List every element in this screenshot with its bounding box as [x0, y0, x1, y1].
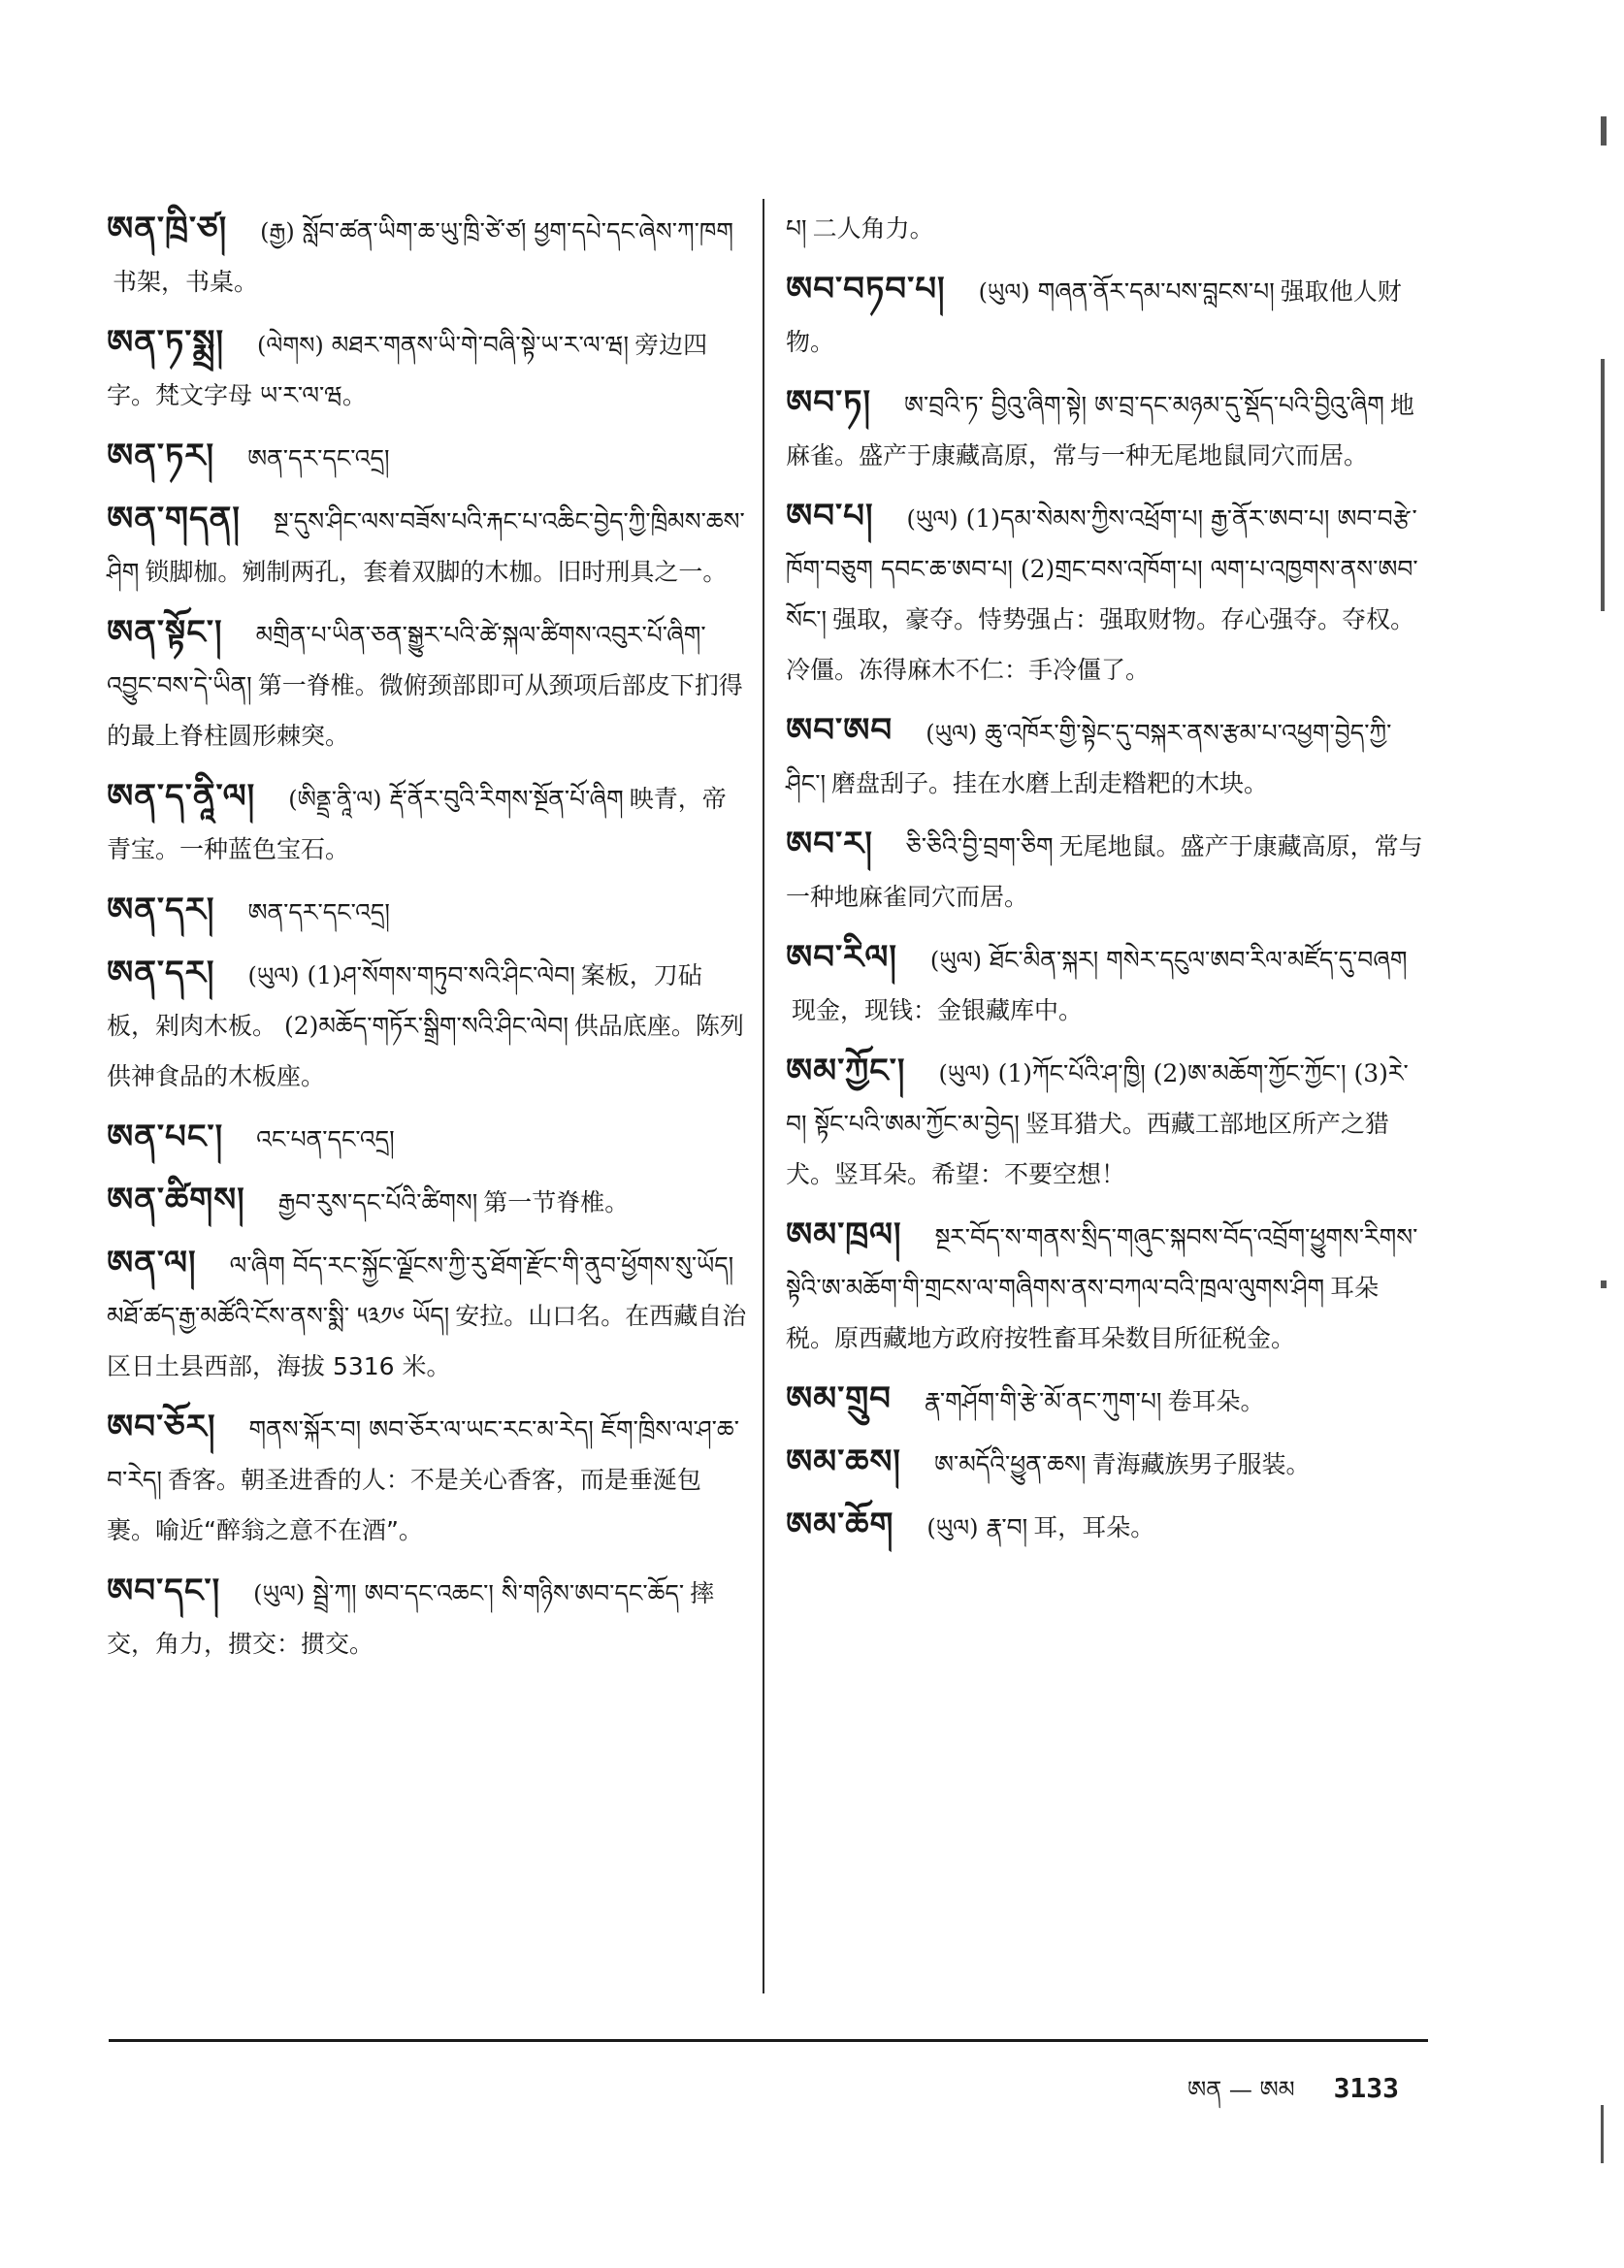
scan-mark	[1601, 116, 1607, 146]
entry-chinese-definition: 安拉。山口名。在西藏自治区日土县西部，海拔 5316 米。	[107, 1302, 747, 1380]
entry-chinese-definition: 案板，刀砧板，剁肉木板。	[107, 961, 702, 1040]
entry-headword: ཨན་སྟོང་།	[107, 613, 223, 652]
entry-tibetan-definition: ཅི་ཅིའི་བྱི་བྲག་ཅིག	[905, 832, 1054, 860]
entry-grammar-tag: (ཡུལ)	[253, 1580, 306, 1607]
entry-headword: ཨན་གདན།	[107, 500, 241, 538]
dictionary-entry	[786, 705, 1426, 809]
entry-tibetan-definition: (1)དམ་སེམས་ཀྱིས་འཕྲོག་པ། རྒྱ་ནོར་ཨབ་པ། ཨབ་བརྩེ་ཁོག་བཅུག དབང་ཆ་ཨབ་པ། (2)གྲང་བས་འཁོག་པ། ལག་པ་འཁྱགས་ནས་ཨབ་སོང་།	[786, 504, 1418, 633]
entry-tibetan-definition: (1)ཤ་སོགས་གཏུབ་སའི་ཤིང་ལེབ།	[307, 961, 575, 989]
entry-chinese-definition: 无尾地鼠。盛产于康藏高原，常与一种地麻雀同穴而居。	[786, 832, 1423, 911]
right-column	[786, 204, 1426, 1563]
entry-chinese-definition: 香客。朝圣进香的人：不是关心香客，而是垂涎包裹。喻近“醉翁之意不在酒”。	[107, 1466, 701, 1544]
entry-tibetan-definition: སྔར་བོད་ས་གནས་སྲིད་གཞུང་སྐབས་བོད་འབྲོག་ཕྱུགས་རིགས་སྟེའི་ཨ་མཆོག་གི་གྲངས་ལ་གཞིགས་ནས་བཀལ་བའི་ཁྲལ་ལུགས་ཤིག	[786, 1223, 1418, 1302]
entry-tibetan-definition: (1)ཀོང་པོའི་ཤ་ཁྱི། (2)ཨ་མཆོག་ཀྱོང་ཀྱོང་། (3)རེ་བ། སྟོང་པའི་ཨམ་ཀྱོང་མ་བྱེད།	[786, 1059, 1409, 1138]
footer-rule	[109, 2039, 1428, 2042]
entry-tibetan-definition: ཐོང་མིན་སྐར། གསེར་དངུལ་ཨབ་རིལ་མཛོད་དུ་བཞག	[989, 946, 1408, 974]
entry-tibetan-definition: ཨན་དར་དང་འདྲ།	[247, 898, 390, 926]
entry-headword: ཨན་ཁྲི་ཙ།	[107, 210, 228, 248]
dictionary-entry	[786, 1046, 1426, 1200]
entry-chinese-definition: 摔交，角力，掼交：掼交。	[107, 1579, 715, 1658]
entry-headword: ཨམ་ཁྲལ།	[786, 1215, 902, 1254]
page-footer	[1187, 2064, 1399, 2129]
dictionary-entry	[786, 1437, 1426, 1490]
entry-chinese-definition: 现金，现钱：金银藏库中。	[792, 996, 1084, 1024]
entry-grammar-tag: (ཡུལ)	[978, 278, 1030, 306]
entry-grammar-tag: (ཡུལ)	[247, 962, 300, 989]
entry-chinese-definition: 锁脚枷。剜制两孔，套着双脚的木枷。旧时刑具之一。	[145, 558, 728, 586]
entry-grammar-tag: (ཡུལ)	[929, 947, 982, 974]
dictionary-entry	[786, 1210, 1426, 1364]
entry-grammar-tag: (རྒྱ)	[260, 218, 295, 245]
entry-headword: ཨན་ཚིགས།	[107, 1181, 245, 1219]
entry-chinese-definition: 青海藏族男子服装。	[1091, 1450, 1311, 1478]
dictionary-entry	[107, 1238, 747, 1392]
entry-tibetan-definition: རྒྱབ་རུས་དང་པོའི་ཚིགས།	[277, 1188, 478, 1216]
entry-headword: ཨན་པང་།	[107, 1118, 224, 1156]
dictionary-entry	[107, 431, 747, 484]
entry-grammar-tag: (ཡུལ)	[926, 720, 978, 747]
entry-headword: ཨབ་པ།	[786, 497, 874, 535]
entry-chinese-definition: 卷耳朵。	[1167, 1387, 1265, 1415]
entry-headword: ཨན་དར།	[107, 891, 215, 929]
dictionary-entry-continuation	[786, 204, 1426, 254]
entry-headword: ཨན་ཏར།	[107, 437, 215, 475]
dictionary-entry	[786, 1500, 1426, 1553]
entry-headword: ཨན་ཏ་སྨྲ།	[107, 323, 225, 362]
entry-tibetan-definition: ཨ་བྲའི་ཏ་ བྱིའུ་ཞིག་སྟེ། ཨ་བྲ་དང་མཉམ་དུ་སྡོད་པའི་བྱིའུ་ཞིག	[904, 391, 1384, 419]
entry-chinese-definition: 竖耳猎犬。西藏工部地区所产之猎犬。竖耳朵。希望：不要空想！	[786, 1110, 1389, 1188]
column-divider	[763, 199, 764, 1993]
entry-headword: ཨན་དར།	[107, 954, 215, 992]
entry-chinese-definition: 地麻雀。盛产于康藏高原，常与一种无尾地鼠同穴而居。	[786, 391, 1414, 470]
dictionary-entry	[107, 494, 747, 598]
entry-headword: ཨན་ལ།	[107, 1244, 197, 1282]
scan-mark	[1601, 1280, 1607, 1288]
dictionary-entry	[107, 1175, 747, 1228]
dictionary-entry	[107, 607, 747, 761]
dictionary-entry	[107, 204, 747, 308]
entry-tibetan-definition: རྡོ་ནོར་བུའི་རིགས་སྔོན་པོ་ཞིག	[389, 785, 624, 813]
footer-entry-range: ཨན — ཨམ	[1187, 2076, 1295, 2103]
entry-tibetan-definition: རྣ་གཤོག་གི་རྩེ་མོ་ནང་ཀུག་པ།	[924, 1387, 1162, 1415]
entry-grammar-tag: (ལེགས)	[257, 332, 324, 359]
entry-chinese-definition-2: 供品底座。陈列供神食品的木板座。	[107, 1012, 744, 1090]
dictionary-entry	[107, 1402, 747, 1556]
entry-tibetan-definition: མགྲིན་པ་ཡིན་ཅན་སྒྱུར་པའི་ཚེ་སྐལ་ཚིགས་འབུར་པོ་ཞིག་འབྱུང་བས་དེ་ཡིན།	[107, 621, 706, 699]
entry-headword: ཨམ་གྲུབ	[786, 1379, 892, 1418]
entry-grammar-tag: (ཡུལ)	[906, 505, 958, 533]
entry-tibetan-definition: གཞན་ནོར་དམ་པས་བླངས་པ།	[1037, 277, 1275, 306]
entry-headword: ཨམ་ཀྱོང་།	[786, 1052, 906, 1090]
entry-tibetan-definition: སྔ་དུས་ཤིང་ལས་བཟོས་པའི་རྐང་པ་འཆིང་བྱེད་ཀྱི་ཁྲིམས་ཆས་ཤིག	[107, 507, 745, 586]
dictionary-entry	[786, 819, 1426, 923]
entry-chinese-definition: 耳朵税。原西藏地方政府按牲畜耳朵数目所征税金。	[786, 1274, 1380, 1352]
entry-tibetan-definition: མཐར་གནས་ཡི་གེ་བཞི་སྟེ་ཡ་ར་ལ་ཝ།	[331, 331, 630, 359]
entry-headword: ཨབ་ར།	[786, 825, 873, 863]
dictionary-entry	[786, 1374, 1426, 1427]
entry-tibetan-definition-2: (2)མཆོད་གཏོར་སྒྲིག་སའི་ཤིང་ལེབ།	[283, 1012, 568, 1040]
entry-tibetan-definition: འང་པན་དང་འདྲ།	[256, 1125, 395, 1153]
entry-headword: ཨབ་ཏ།	[786, 383, 872, 422]
dictionary-entry	[786, 491, 1426, 696]
scan-mark	[1601, 2105, 1604, 2163]
entry-headword: ཨམ་ཆོག	[786, 1506, 894, 1544]
entry-chinese-definition: 强取，豪夺。恃势强占：强取财物。存心强夺。夺权。冷僵。冻得麻木不仁：手冷僵了。	[786, 605, 1415, 684]
left-column	[107, 204, 747, 1679]
entry-chinese-definition: 磨盘刮子。挂在水磨上刮走糌粑的木块。	[831, 769, 1269, 797]
entry-chinese-definition: 旁边四字。梵文字母 ཡ་ར་ལ་ཝ。	[107, 331, 708, 409]
entry-grammar-tag: (ཡུལ)	[938, 1060, 991, 1087]
scan-mark	[1601, 359, 1605, 611]
entry-headword: ཨབ་བཏབ་པ།	[786, 270, 946, 308]
entry-tibetan-definition: ཆུ་འཁོར་གྱི་སྟེང་དུ་བསྐར་ནས་རྩམ་པ་འཕྱག་བྱེད་ཀྱི་ཤིང་།	[786, 719, 1392, 797]
dictionary-entry	[107, 1112, 747, 1165]
entry-tibetan-definition: རྣ་བ།	[986, 1513, 1028, 1541]
entry-headword: ཨབ་རིལ།	[786, 938, 897, 977]
entry-tibetan-definition: ཨ་མདོའི་ཕྱུན་ཆས།	[933, 1450, 1087, 1478]
entry-tibetan-definition: ལ་ཞིག བོད་རང་སྐྱོང་ལྗོངས་ཀྱི་རུ་ཐོག་རྫོང་གི་ནུབ་ཕྱོགས་སུ་ཡོད། མཐོ་ཚད་རྒྱ་མཚོའི་ངོས་ནས་སྨི་ ༥༣༡༦ ཡོད།	[107, 1251, 734, 1330]
dictionary-entry	[107, 1566, 747, 1669]
entry-tibetan-definition: པ།	[786, 214, 807, 243]
dictionary-entry	[107, 948, 747, 1102]
entry-headword: ཨབ་ཨབ	[786, 711, 893, 750]
dictionary-entry	[107, 317, 747, 421]
dictionary-entry	[786, 377, 1426, 481]
scan-edge-marks	[1595, 116, 1614, 2251]
entry-chinese-definition: 映青，帝青宝。一种蓝色宝石。	[107, 785, 727, 863]
entry-chinese-definition: 二人角力。	[812, 214, 934, 243]
entry-headword: ཨབ་དང་།	[107, 1571, 221, 1610]
entry-chinese-definition: 第一脊椎。微俯颈部即可从颈项后部皮下扪得的最上脊柱圆形棘突。	[107, 671, 743, 750]
entry-tibetan-definition: སྦྲེ་ཀ། ཨབ་དང་འཆང་། སི་གཉིས་ཨབ་དང་ཆོད་	[312, 1579, 685, 1607]
dictionary-entry	[107, 771, 747, 875]
dictionary-entry	[786, 932, 1426, 1036]
page-number: 3133	[1333, 2072, 1399, 2104]
dictionary-entry	[786, 264, 1426, 368]
entry-chinese-definition: 强取他人财物。	[786, 277, 1402, 356]
entry-headword: ཨབ་ཅོར།	[107, 1408, 216, 1446]
entry-tibetan-definition: ཨན་དར་དང་འདྲ།	[247, 444, 390, 472]
entry-headword: ཨམ་ཆས།	[786, 1442, 901, 1481]
entry-headword: ཨན་ད་ནཱི་ལ།	[107, 777, 256, 816]
entry-chinese-definition: 书架，书桌。	[113, 268, 259, 296]
entry-chinese-definition: 耳，耳朵。	[1033, 1513, 1155, 1541]
entry-grammar-tag: (ཨིནྡྲ་ནཱི་ལ)	[288, 786, 382, 813]
entry-chinese-definition: 第一节脊椎。	[483, 1188, 630, 1216]
entry-tibetan-definition: སློབ་ཚན་ཡིག་ཆ་ཡུ་ཁྲི་ཙེ་ཙ། ཕྱག་དཔེ་དང་ཞེས་ཀ་ཁག	[302, 217, 733, 245]
dictionary-entry	[107, 885, 747, 938]
entry-tibetan-definition: གནས་སྐོར་བ། ཨབ་ཅོར་ལ་ཡང་རང་མ་རེད། ཇོག་ཁྲིས་ལ་ཤ་ཆ་བ་རེད།	[107, 1415, 739, 1494]
entry-grammar-tag: (ཡུལ)	[926, 1514, 979, 1541]
